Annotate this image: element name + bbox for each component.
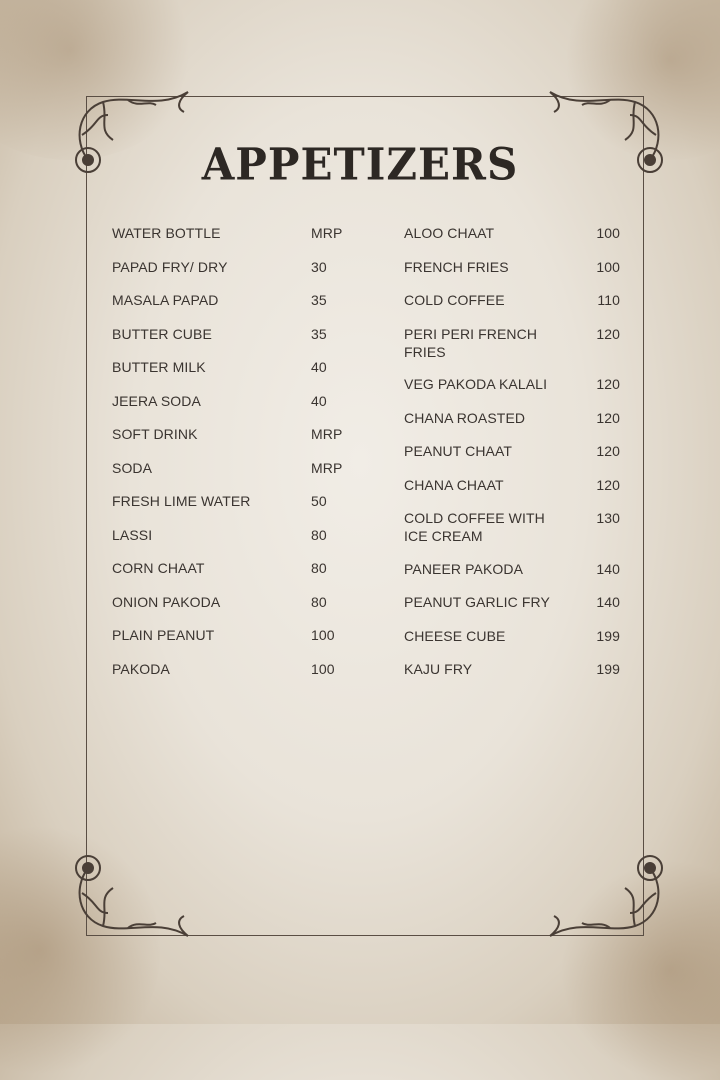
menu-item — [404, 258, 620, 292]
menu-item — [112, 559, 342, 593]
menu-item — [404, 476, 620, 510]
menu-item-price: 100 — [596, 258, 620, 275]
menu-item-name: PEANUT CHAAT — [404, 443, 513, 459]
flourish-bottom-left-icon — [68, 838, 208, 948]
menu-item-name: ONION PAKODA — [112, 593, 221, 610]
menu-item-price: 50 — [311, 493, 327, 509]
menu-item-price: 100 — [311, 627, 335, 643]
menu-item-price: 120 — [596, 325, 620, 342]
menu-item — [112, 526, 342, 560]
menu-item-name: LASSI — [112, 526, 153, 543]
menu-item-price: 100 — [311, 660, 335, 677]
menu-item-price: 80 — [311, 526, 327, 543]
menu-item-name: CHANA ROASTED — [404, 409, 526, 426]
menu-item-name: COLD COFFEE WITH ICE CREAM — [404, 510, 545, 544]
menu-item-name: COLD COFFEE — [404, 292, 505, 308]
menu-item — [112, 325, 342, 359]
menu-item-name: BUTTER CUBE — [112, 325, 212, 342]
menu-item-name: SOFT DRINK — [112, 426, 198, 442]
menu-item — [404, 560, 620, 594]
menu-item-name: MASALA PAPAD — [112, 292, 219, 308]
menu-item — [404, 593, 620, 627]
menu-item-name: FRENCH FRIES — [404, 258, 509, 275]
menu-item — [112, 492, 342, 526]
menu-item-price: 35 — [311, 325, 327, 342]
menu-item-name: PERI PERI FRENCH FRIES — [404, 325, 538, 360]
menu-item — [404, 509, 620, 560]
menu-item — [112, 593, 342, 627]
menu-item — [404, 224, 620, 258]
menu-item-name: PLAIN PEANUT — [112, 627, 215, 643]
menu-item — [112, 258, 342, 292]
menu-item-price: 35 — [311, 292, 327, 308]
menu-item-price: 110 — [597, 292, 620, 308]
menu-item-price: 199 — [596, 627, 620, 644]
menu-item-name: CORN CHAAT — [112, 560, 205, 576]
menu-item-price: 140 — [596, 594, 620, 610]
menu-item-price: 199 — [596, 661, 620, 677]
menu-item-price: 80 — [311, 593, 327, 610]
menu-item — [112, 291, 342, 325]
menu-item — [404, 409, 620, 443]
menu-item — [404, 442, 620, 476]
menu-item-price: 120 — [596, 443, 620, 459]
menu-item-name: PANEER PAKODA — [404, 560, 524, 577]
menu-item-name: CHANA CHAAT — [404, 476, 504, 493]
page-title: APPETIZERS — [201, 138, 519, 191]
menu-item-name: PAKODA — [112, 660, 170, 677]
menu-item — [112, 392, 342, 426]
menu-column-left — [112, 224, 342, 693]
menu-item-price: 100 — [596, 225, 620, 241]
menu-item — [404, 325, 620, 376]
menu-item-price: MRP — [311, 225, 343, 241]
menu-item-name: SODA — [112, 459, 153, 476]
menu-item-name: PAPAD FRY/ DRY — [112, 258, 228, 275]
menu-item-price: 40 — [311, 392, 327, 409]
menu-item-price: 120 — [596, 476, 620, 493]
menu-item-name: JEERA SODA — [112, 392, 201, 409]
menu-item — [404, 627, 620, 661]
menu-item-name: BUTTER MILK — [112, 359, 206, 375]
menu-column-right — [404, 224, 620, 694]
menu-item — [404, 291, 620, 325]
menu-item-name: CHEESE CUBE — [404, 627, 506, 644]
menu-item-price: 80 — [311, 560, 327, 576]
menu-item — [404, 660, 620, 694]
menu-item-name: KAJU FRY — [404, 661, 473, 677]
menu-item — [112, 660, 342, 694]
menu-item-price: 40 — [311, 359, 327, 375]
menu-item-name: PEANUT GARLIC FRY — [404, 594, 550, 610]
menu-item-name: WATER BOTTLE — [112, 225, 221, 241]
menu-item-name: FRESH LIME WATER — [112, 493, 251, 509]
menu-item-price: 120 — [596, 376, 620, 392]
menu-item — [112, 425, 342, 459]
menu-item — [112, 626, 342, 660]
menu-item-price: MRP — [311, 459, 343, 476]
menu-item-price: MRP — [311, 426, 343, 442]
menu-item — [112, 459, 342, 493]
menu-item — [404, 375, 620, 409]
menu-item-name: ALOO CHAAT — [404, 225, 495, 241]
flourish-bottom-right-icon — [530, 838, 670, 948]
menu-item-price: 140 — [596, 560, 620, 577]
menu-item-name: VEG PAKODA KALALI — [404, 376, 548, 392]
menu-item-price: 30 — [311, 258, 327, 275]
menu-item — [112, 224, 342, 258]
menu-item — [112, 358, 342, 392]
menu-item-price: 130 — [596, 510, 620, 526]
menu-item-price: 120 — [596, 409, 620, 426]
